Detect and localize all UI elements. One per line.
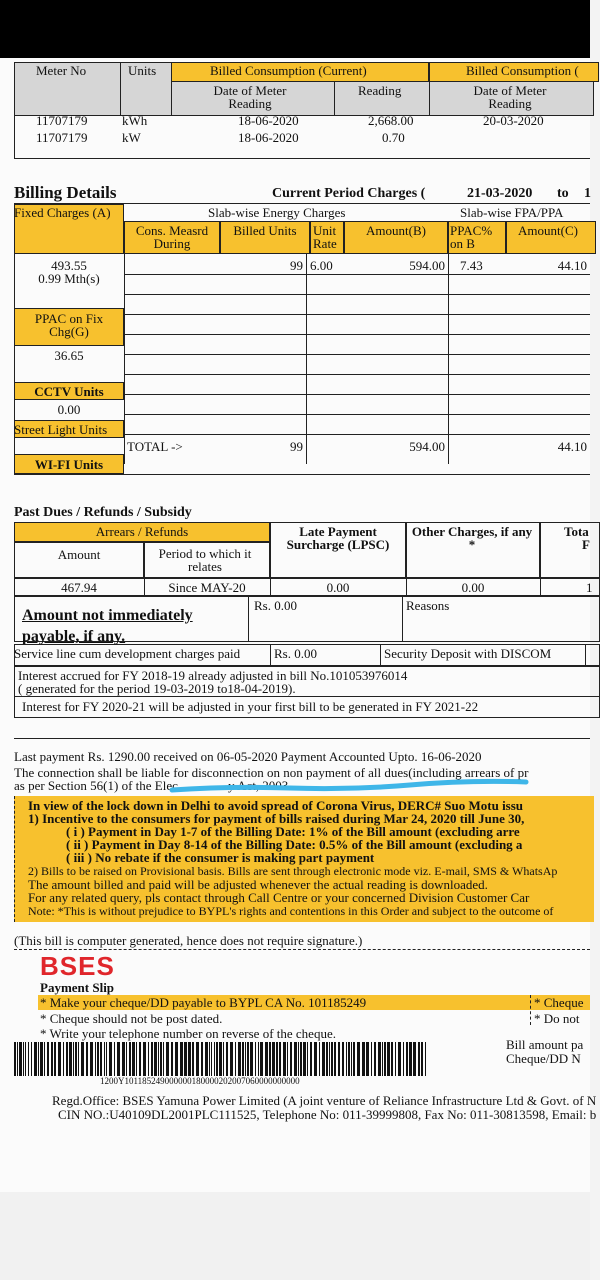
slip-right-3: Bill amount pa [506, 1037, 584, 1052]
prov-line-4: Note: *This is without prejudice to BYPL's rights and contentions in this Order and subject to the outcome of [28, 904, 554, 918]
col-billed-prev: Billed Consumption ( [466, 63, 579, 78]
col-date-current: Date of Meter Reading [213, 83, 287, 111]
payment-slip-title: Payment Slip [40, 980, 115, 995]
page-background [0, 1192, 590, 1280]
period-relates-label: Period to which it relates [158, 546, 252, 574]
meter-number: 11707179 [36, 113, 88, 128]
meter-reading: 2,668.00 [368, 113, 414, 128]
meter-date: 18-06-2020 [238, 130, 299, 145]
total-label: TOTAL -> [127, 439, 183, 454]
ppac-fix-label: PPAC on Fix Chg(G) [34, 311, 104, 339]
other-charges-label: Other Charges, if any * [411, 524, 533, 552]
service-line-label: Service line cum development charges paid [14, 646, 241, 661]
period-to: 1 [584, 186, 591, 201]
prov-line-1: 2) Bills to be raised on Provisional basis. Bills are sent through electronic mode viz. E-mail, SMS & WhatsAp [28, 864, 558, 878]
past-title: Past Dues / Refunds / Subsidy [14, 505, 192, 520]
slip-line-1: * Make your cheque/DD payable to BYPL CA No. 101185249 [40, 995, 367, 1010]
col-ppac: PPAC% on B [450, 223, 493, 251]
meter-date: 18-06-2020 [238, 113, 299, 128]
period-from: 21-03-2020 [467, 186, 533, 201]
total-units: 99 [290, 439, 303, 454]
covid-line-5: ( iii ) No rebate if the consumer is making part payment [66, 850, 375, 865]
bill-document [0, 58, 597, 1192]
slab-fpa-label: Slab-wise FPA/PPA [460, 205, 564, 220]
slip-right-2: * Do not [534, 1011, 580, 1026]
prov-line-2: The amount billed and paid will be adjusted whenever the actual reading is downloaded. [28, 877, 488, 892]
ppac-fix-value: 36.65 [54, 348, 84, 363]
period-label: Current Period Charges ( [272, 186, 426, 201]
regd-office-line: Regd.Office: BSES Yamuna Power Limited (A joint venture of Reliance Infrastructure Ltd & Govt. of N [52, 1093, 597, 1108]
col-meter-no: Meter No [36, 63, 87, 78]
wifi-label: WI-FI Units [34, 457, 104, 472]
street-light-label: Street Light Units [14, 422, 108, 437]
last-payment-line: Last payment Rs. 1290.00 received on 06-05-2020 Payment Accounted Upto. 16-06-2020 [14, 749, 482, 764]
security-deposit-label: Security Deposit with DISCOM [384, 646, 552, 661]
not-payable-rs: Rs. 0.00 [254, 598, 297, 613]
past-amount-value: 467.94 [61, 580, 97, 595]
col-cons: Cons. Measrd During [135, 223, 209, 251]
past-since: Since MAY-20 [168, 580, 246, 595]
disconnection-line: The connection shall be liable for disconnection on non payment of all dues(including arrears of pr [14, 765, 529, 780]
pen-scribble [170, 776, 530, 798]
ppac-pct-value: 7.43 [460, 258, 483, 273]
fixed-value: 493.55 [51, 258, 87, 273]
other-value: 0.00 [461, 580, 485, 595]
col-amount-c: Amount(C) [518, 223, 578, 238]
status-bar [0, 0, 590, 58]
slip-line-2: * Cheque should not be post dated. [40, 1011, 223, 1026]
bses-logo: BSES [40, 951, 115, 981]
col-billed-units: Billed Units [233, 223, 297, 238]
meter-prev-date: 20-03-2020 [483, 113, 544, 128]
col-reading: Reading [358, 83, 402, 98]
covid-line-2: 1) Incentive to the consumers for payment of bills raised during Mar 24, 2020 till June 30, [28, 811, 525, 826]
section-line-end: y Act, 2003. [228, 778, 292, 793]
amount-c-value: 44.10 [557, 258, 587, 273]
meter-unit: kWh [122, 113, 148, 128]
prov-line-3: For any related query, pls contact through Call Centre or your concerned Division Customer Car [28, 890, 530, 905]
section-line: as per Section 56(1) of the Elec [14, 778, 178, 793]
cctv-value: 0.00 [57, 402, 81, 417]
interest-line-3: Interest for FY 2020-21 will be adjusted in your first bill to be generated in FY 2021-22 [22, 699, 479, 714]
amount-b-value: 594.00 [409, 258, 445, 273]
total-header: Tota [564, 524, 589, 539]
col-amount-b: Amount(B) [366, 223, 426, 238]
slip-right-4: Cheque/DD N [506, 1051, 581, 1066]
cin-line: CIN NO.:U40109DL2001PLC111525, Telephone No: 011-39999808, Fax No: 011-30813598, Email: b [58, 1107, 597, 1122]
not-payable-title: Amount not immediately payable, if any. [22, 607, 193, 645]
total-amount-b: 594.00 [409, 439, 445, 454]
period-to-label: to [557, 186, 569, 201]
meter-number: 11707179 [36, 130, 88, 145]
slab-energy-label: Slab-wise Energy Charges [208, 205, 346, 220]
billed-units-value: 99 [290, 258, 303, 273]
lpsc-value: 0.00 [326, 580, 350, 595]
total-header-2: F [582, 537, 590, 552]
barcode-number: 1200Y101185249000000180000202007060000000000 [100, 1076, 300, 1086]
slip-right-1: * Cheque [534, 995, 584, 1010]
covid-line-4: ( ii ) Payment in Day 8-14 of the Billing Date: 0.5% of the Bill amount (excluding a [66, 837, 523, 852]
slip-line-3: * Write your telephone number on reverse of the cheque. [40, 1026, 336, 1041]
covid-line-1: In view of the lock down in Delhi to avoid spread of Corona Virus, DERC# Suo Motu issu [28, 798, 524, 813]
meter-unit: kW [122, 130, 141, 145]
billing-title: Billing Details [14, 183, 117, 202]
col-units: Units [128, 63, 157, 78]
lpsc-label: Late Payment Surcharge (LPSC) [286, 524, 390, 552]
col-unit-rate: Unit Rate [313, 223, 337, 251]
fixed-months: 0.99 Mth(s) [38, 271, 100, 286]
col-billed-current: Billed Consumption (Current) [210, 63, 367, 78]
interest-line-2: ( generated for the period 19-03-2019 to18-04-2019). [18, 681, 296, 696]
meter-reading: 0.70 [382, 130, 405, 145]
reasons-label: Reasons [406, 598, 450, 613]
covid-line-3: ( i ) Payment in Day 1-7 of the Billing Date: 1% of the Bill amount (excluding arre [66, 824, 520, 839]
barcode [14, 1042, 428, 1076]
cctv-label: CCTV Units [34, 384, 104, 399]
computer-generated-note: (This bill is computer generated, hence does not require signature.) [14, 933, 363, 948]
total-amount-c: 44.10 [557, 439, 587, 454]
service-line-rs: Rs. 0.00 [274, 646, 317, 661]
past-total-value: 1 [586, 580, 593, 595]
unit-rate-value: 6.00 [310, 258, 333, 273]
amount-label: Amount [57, 547, 101, 562]
arrears-label: Arrears / Refunds [95, 524, 189, 539]
fixed-charges-label: Fixed Charges (A) [14, 205, 111, 220]
col-date-prev: Date of Meter Reading [473, 83, 547, 111]
interest-line-1: Interest accrued for FY 2018-19 already adjusted in bill No.101053976014 [18, 668, 408, 683]
